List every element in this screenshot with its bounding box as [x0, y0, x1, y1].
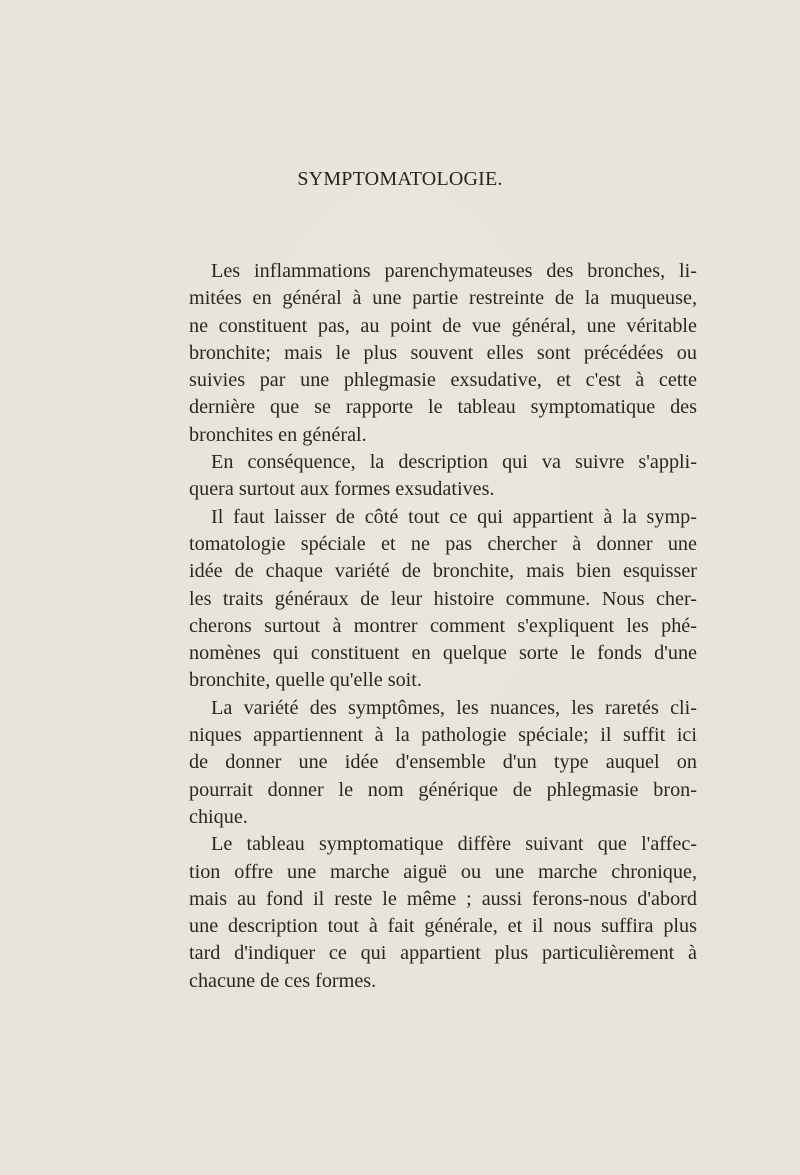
text-line: nomènes qui constituent en quelque sorte le fonds d'une — [189, 642, 697, 665]
text-line: tion offre une marche aiguë ou une marche chronique, — [189, 860, 697, 883]
text-line: tomatologie spéciale et ne pas chercher à donner une — [189, 532, 697, 555]
body-text — [189, 258, 697, 995]
text-line: mais au fond il reste le même ; aussi ferons-nous d'abord — [189, 887, 697, 910]
text-line: quera surtout aux formes exsudatives. — [189, 478, 495, 501]
text-line: de donner une idée d'ensemble d'un type auquel on — [189, 751, 697, 774]
text-line: suivies par une phlegmasie exsudative, et c'est à cette — [189, 369, 697, 392]
text-line: Le tableau symptomatique diffère suivant que l'affec- — [211, 833, 697, 856]
text-line: niques appartiennent à la pathologie spéciale; il suffit ici — [189, 724, 697, 747]
text-line: En conséquence, la description qui va suivre s'appli- — [211, 451, 697, 474]
text-line: bronchite; mais le plus souvent elles sont précédées ou — [189, 341, 697, 364]
page-title: SYMPTOMATOLOGIE. — [297, 168, 503, 190]
text-line: Il faut laisser de côté tout ce qui appartient à la symp- — [211, 505, 697, 528]
text-line: mitées en général à une partie restreinte de la muqueuse, — [189, 287, 697, 310]
text-line: les traits généraux de leur histoire commune. Nous cher- — [189, 587, 697, 610]
text-line: pourrait donner le nom générique de phlegmasie bron- — [189, 778, 697, 801]
text-line: idée de chaque variété de bronchite, mais bien esquisser — [189, 560, 697, 583]
text-line: dernière que se rapporte le tableau symptomatique des — [189, 396, 697, 419]
text-line: chique. — [189, 805, 248, 828]
text-line: cherons surtout à montrer comment s'expliquent les phé- — [189, 614, 697, 637]
text-line: tard d'indiquer ce qui appartient plus particulièrement à — [189, 942, 697, 965]
text-line: ne constituent pas, au point de vue général, une véritable — [189, 314, 697, 337]
text-line: bronchites en général. — [189, 423, 367, 446]
text-line: Les inflammations parenchymateuses des bronches, li- — [211, 260, 697, 282]
text-line: bronchite, quelle qu'elle soit. — [189, 669, 422, 692]
text-line: une description tout à fait générale, et il nous suffira plus — [189, 915, 697, 938]
text-line: chacune de ces formes. — [189, 969, 377, 992]
text-line: La variété des symptômes, les nuances, les raretés cli- — [211, 696, 697, 719]
